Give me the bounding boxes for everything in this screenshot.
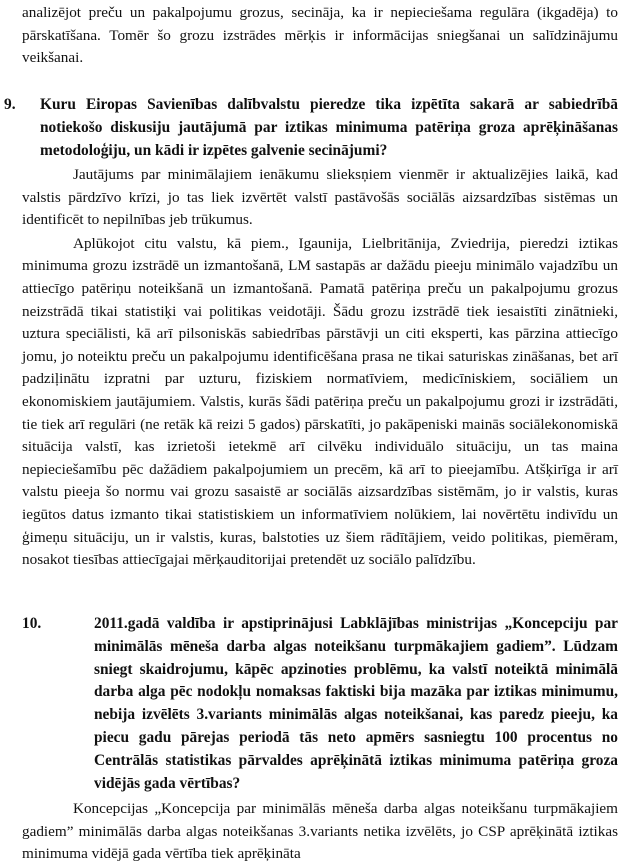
answer-10-paragraph-1: Koncepcijas „Koncepcija par minimālās mēneša darba algas noteikšanu turpmākajiem gadiem” minimālās darba algas noteikšanas 3.variants netika izvēlēts, jo CSP aprēķinātā iztikas minimuma vidējā gada vērtība tiek aprēķināta (22, 800, 618, 863)
answer-9-block (22, 164, 618, 572)
answer-9-paragraph-2: Aplūkojot citu valstu, kā piem., Igaunija, Lielbritānija, Zviedrija, pieredzi iztikas minimuma grozu izstrādē un izmantošanā, LM sastapās ar dažādu pieeju minimālo vajadzību un attiecīgo patēriņu noteikšanā un izmantošanā. Pamatā patēriņa preču un pakalpojumu grozus neizstrādā tikai statistiķi vai politikas veidotāji. Šādu grozu izstrādē tiek iesaistīti zinātnieki, uztura speciālisti, kā arī pilsoniskās sabiedrības pārstāvji un citi eksperti, kas pārzina attiecīgo jomu, jo noteiktu preču un pakalpojumu identificēšana prasa ne tikai saturiskas zināšanas, bet arī padziļinātu izpratni par uzturu, fiziskiem normatīviem, medicīniskiem, sociāliem un ekonomiskiem jautājumiem. Valstis, kurās šādi patēriņa preču un pakalpojumu grozi ir izstrādāti, tie tiek arī regulāri (ne retāk kā reizi 5 gados) pārskatīti, jo pakāpeniski mainās sociālekonomiskā situācija valstī, kas izrietoši ietekmē arī cilvēku individuālo situāciju, un tas maina nepieciešamību pēc dažādiem pakalpojumiem un precēm, kā arī to pieejamību. Atšķirīga ir arī valstu pieeja šo normu vai grozu sasaistē ar sociālās aizsardzības sistēmām, jo ir valstis, kuras iegūtos datus izmanto tikai statistiskiem un informatīviem nolūkiem, lai novērtētu indivīdu un ģimeņu situāciju, un ir valstis, kuras, balstoties uz šiem rādītājiem, veido politikas, piemēram, nosakot tiesības attiecīgajai mērķauditorijai pretendēt uz sociālo palīdzību. (22, 234, 618, 569)
question-10 (22, 613, 618, 795)
answer-10-block (22, 798, 618, 866)
question-10-number: 10. (22, 615, 42, 632)
intro-paragraph-block (22, 2, 618, 70)
question-9-text: Kuru Eiropas Savienības dalībvalstu pieredze tika izpētīta sakarā ar sabiedrībā notiekošo diskusiju jautājumā par iztikas minimuma patēriņa groza aprēķināšanas metodoloģiju, un kādi ir izpētes galvenie secinājumi? (40, 96, 618, 159)
answer-9-paragraph-1: Jautājums par minimālajiem ienākumu slieksņiem vienmēr ir aktualizējies laikā, kad valstis pārdzīvo krīzi, jo tas liek izvērtēt valstī pastāvošās sociālās aizsardzības sistēmas un identificēt to nepilnības jeb trūkumus. (22, 166, 618, 229)
intro-paragraph: analizējot preču un pakalpojumu grozus, secināja, ka ir nepieciešama regulāra (ikgadēja) to pārskatīšana. Tomēr šo grozu izstrādes mērķis ir informācijas sniegšanai un salīdzinājumu veikšanai. (22, 4, 618, 67)
question-10-text: 2011.gadā valdība ir apstiprinājusi Labklājības ministrijas „Koncepciju par minimālās mēneša darba algas noteikšanu turpmākajiem gadiem”. Lūdzam sniegt skaidrojumu, kāpēc apzinoties problēmu, ka valstī noteiktā minimālā darba alga pēc nodokļu nomaksas faktiski bija mazāka par iztikas minimumu, nebija izvēlēts 3.variants minimālās algas noteikšanai, kas paredz pieeju, ka piecu gadu pārejas periodā tās neto apmērs sasniegtu 100 procentus no Centrālās statistikas pārvaldes aprēķinātā iztikas minimuma patēriņa groza vidējās gada vērtības? (94, 615, 618, 792)
question-9-number: 9. (4, 96, 16, 113)
question-9 (4, 93, 618, 162)
